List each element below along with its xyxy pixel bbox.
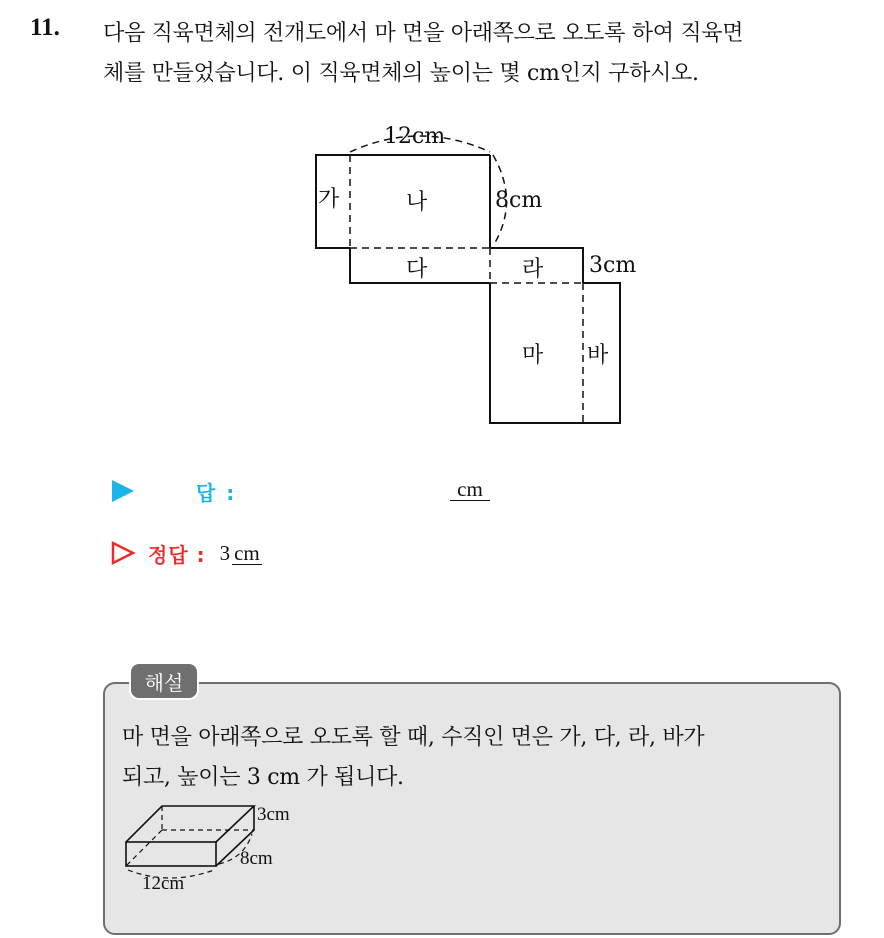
net-face-ba: 바 (587, 343, 609, 368)
question-text (103, 14, 873, 94)
net-face-da: 다 (406, 257, 428, 282)
net-face-na: 나 (406, 190, 428, 215)
cuboid-front-face (126, 842, 216, 866)
explanation-tag: 해설 (129, 662, 199, 700)
box-label-width: 12cm (142, 873, 185, 894)
net-face-ra: 라 (522, 257, 544, 282)
explanation-text (122, 718, 842, 798)
question-line-2: 체를 만들었습니다. 이 직육면체의 높이는 몇 cm인지 구하시오. (103, 61, 699, 86)
cuboid-net-diagram (300, 110, 660, 430)
answer-marker-icon (110, 478, 136, 504)
correct-marker-icon (110, 540, 136, 566)
question-number: 11. (30, 14, 60, 41)
answer-label: 답 : (196, 480, 237, 505)
correct-answer-unit: cm (234, 540, 260, 565)
correct-answer-row (110, 538, 262, 568)
net-label-height: 3cm (589, 253, 637, 278)
cuboid-3d-diagram (118, 796, 318, 896)
question-line-1: 다음 직육면체의 전개도에서 마 면을 아래쪽으로 오도록 하여 직육면 (103, 21, 744, 46)
net-label-depth: 8cm (495, 188, 543, 213)
answer-input-blank[interactable]: cm (450, 478, 490, 501)
correct-answer-label: 정답 : (148, 542, 206, 567)
box-label-depth: 8cm (240, 848, 273, 869)
net-label-width: 12cm (384, 124, 446, 149)
net-face-ma: 마 (522, 343, 544, 368)
box-label-height: 3cm (257, 804, 290, 825)
net-face-ga: 가 (318, 187, 340, 212)
explanation-line-1: 마 면을 아래쪽으로 오도록 할 때, 수직인 면은 가, 다, 라, 바가 (122, 725, 705, 750)
answer-row (110, 476, 483, 506)
correct-answer-value: 3 (219, 540, 231, 565)
explanation-line-2: 되고, 높이는 3 cm 가 됩니다. (122, 765, 404, 790)
